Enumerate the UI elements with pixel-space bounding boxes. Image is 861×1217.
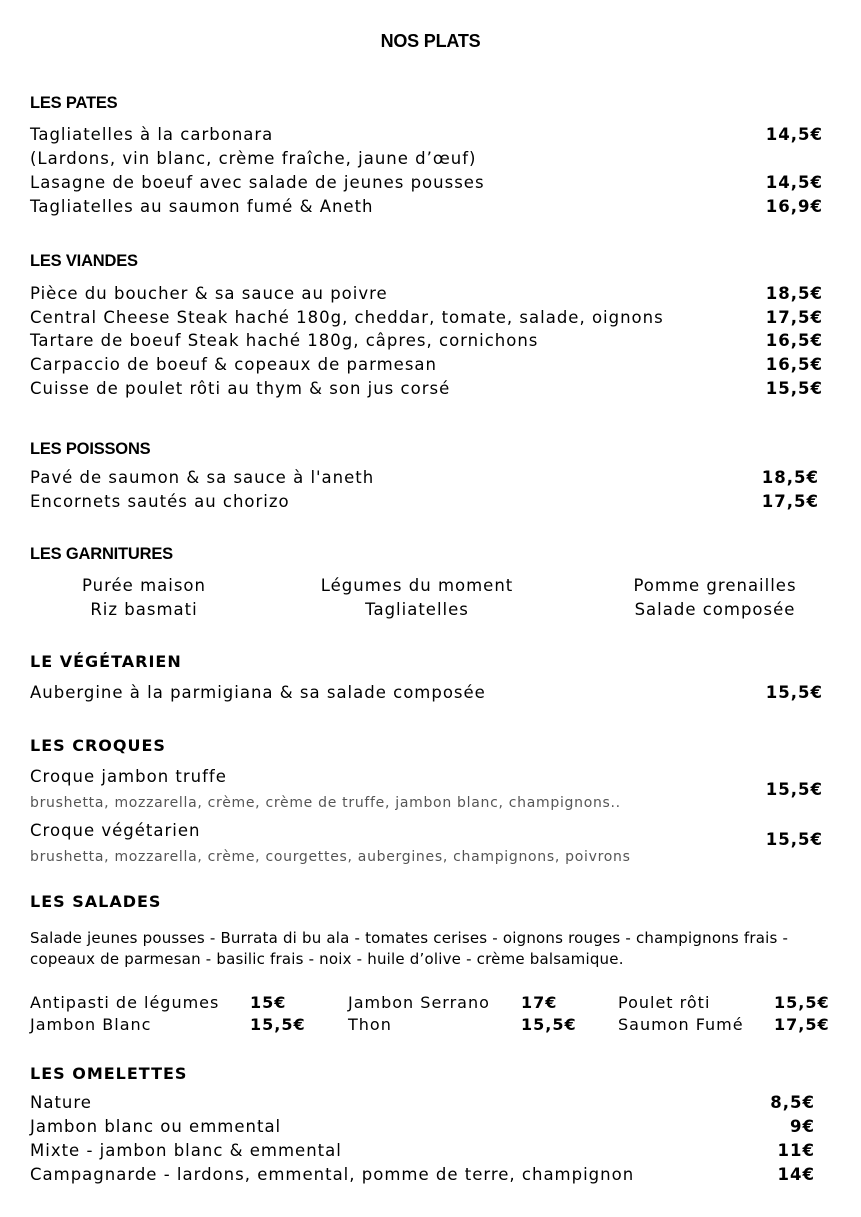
salade-name: Jambon Blanc: [30, 1015, 152, 1034]
item-name: Jambon blanc ou emmental: [30, 1117, 282, 1136]
menu-item: [30, 171, 823, 195]
menu-item: [30, 353, 823, 377]
item-price: 18,5€: [761, 468, 819, 487]
menu-item-price-row: [30, 778, 823, 802]
item-name: Nature: [30, 1093, 92, 1112]
menu-item: [30, 1115, 815, 1139]
item-name: Lasagne de boeuf avec salade de jeunes pousses: [30, 173, 485, 192]
item-price: 14,5€: [765, 125, 823, 144]
section-heading-garnitures: LES GARNITURES: [30, 545, 173, 563]
item-name: Tagliatelles au saumon fumé & Aneth: [30, 197, 374, 216]
item-price: 15,5€: [765, 830, 823, 849]
menu-item: [30, 1091, 815, 1115]
item-price: 15,5€: [765, 379, 823, 398]
menu-item-note: [30, 147, 823, 171]
item-price: 17,5€: [765, 308, 823, 327]
menu-item: [30, 123, 823, 147]
salade-name: Antipasti de légumes: [30, 993, 220, 1012]
section-heading-poissons: LES POISSONS: [30, 440, 151, 458]
menu-item: [30, 282, 823, 306]
garniture-item: Pomme grenailles: [633, 576, 797, 595]
salade-price: 17€: [521, 993, 558, 1012]
item-price: 14,5€: [765, 173, 823, 192]
item-name: Cuisse de poulet rôti au thym & son jus corsé: [30, 379, 451, 398]
item-price: 11€: [777, 1141, 815, 1160]
item-price: 16,5€: [765, 355, 823, 374]
menu-item: [30, 490, 819, 514]
item-name: Campagnarde - lardons, emmental, pomme de terre, champignon: [30, 1165, 635, 1184]
item-name: Central Cheese Steak haché 180g, cheddar, tomate, salade, oignons: [30, 308, 664, 327]
page-title: NOS PLATS: [380, 31, 481, 51]
menu-item: [30, 1163, 815, 1187]
menu-item: [30, 306, 823, 330]
item-price: 14€: [777, 1165, 815, 1184]
salade-price: 17,5€: [774, 1015, 830, 1034]
item-name: Tagliatelles à la carbonara: [30, 125, 274, 144]
salade-name: Jambon Serrano: [348, 993, 490, 1012]
item-price: 15,5€: [765, 683, 823, 702]
salade-description: Salade jeunes pousses - Burrata di bu ala - tomates cerises - oignons rouges - champignons frais - copeaux de parmesan - basilic frais - noix - huile d’olive - crème balsamique.: [30, 929, 789, 968]
garniture-item: Riz basmati: [90, 600, 198, 619]
menu-item-price-row: [30, 828, 823, 852]
section-heading-croques: LES CROQUES: [30, 736, 166, 755]
menu-item: [30, 466, 819, 490]
menu-item: [30, 329, 823, 353]
menu-item: [30, 1139, 815, 1163]
garniture-item: Tagliatelles: [365, 600, 469, 619]
garniture-item: Salade composée: [634, 600, 796, 619]
item-name: Tartare de boeuf Steak haché 180g, câpres, cornichons: [30, 331, 539, 350]
section-heading-viandes: LES VIANDES: [30, 252, 138, 270]
salade-price: 15,5€: [521, 1015, 577, 1034]
item-price: 15,5€: [765, 780, 823, 799]
item-name: Carpaccio de boeuf & copeaux de parmesan: [30, 355, 437, 374]
garniture-item: Légumes du moment: [320, 576, 514, 595]
menu-item: [30, 195, 823, 219]
garniture-item: Purée maison: [81, 576, 206, 595]
section-heading-vegetarien: LE VÉGÉTARIEN: [30, 652, 182, 671]
item-price: 16,5€: [765, 331, 823, 350]
item-name: Croque jambon truffe: [30, 767, 227, 786]
item-description: brushetta, mozzarella, crème, courgettes, aubergines, champignons, poivrons: [30, 849, 631, 865]
menu-item: [30, 377, 823, 401]
item-price: 17,5€: [761, 492, 819, 511]
salade-price: 15,5€: [250, 1015, 306, 1034]
item-price: 8,5€: [770, 1093, 815, 1112]
item-price: 16,9€: [765, 197, 823, 216]
item-price: 18,5€: [765, 284, 823, 303]
salade-name: Saumon Fumé: [618, 1015, 744, 1034]
section-heading-pates: LES PATES: [30, 94, 118, 112]
salade-name: Thon: [348, 1015, 392, 1034]
item-name: Croque végétarien: [30, 821, 201, 840]
item-name: Pièce du boucher & sa sauce au poivre: [30, 284, 388, 303]
item-description: brushetta, mozzarella, crème, crème de truffe, jambon blanc, champignons..: [30, 795, 621, 811]
item-name: Aubergine à la parmigiana & sa salade composée: [30, 683, 486, 702]
menu-item: [30, 681, 823, 705]
salade-price: 15,5€: [774, 993, 830, 1012]
salade-price: 15€: [250, 993, 287, 1012]
item-name: Pavé de saumon & sa sauce à l'aneth: [30, 468, 375, 487]
item-name: Encornets sautés au chorizo: [30, 492, 290, 511]
salade-name: Poulet rôti: [618, 993, 711, 1012]
item-name: (Lardons, vin blanc, crème fraîche, jaune d’œuf): [30, 149, 477, 168]
section-heading-salades: LES SALADES: [30, 892, 162, 911]
item-name: Mixte - jambon blanc & emmental: [30, 1141, 342, 1160]
item-price: 9€: [790, 1117, 815, 1136]
section-heading-omelettes: LES OMELETTES: [30, 1064, 188, 1083]
